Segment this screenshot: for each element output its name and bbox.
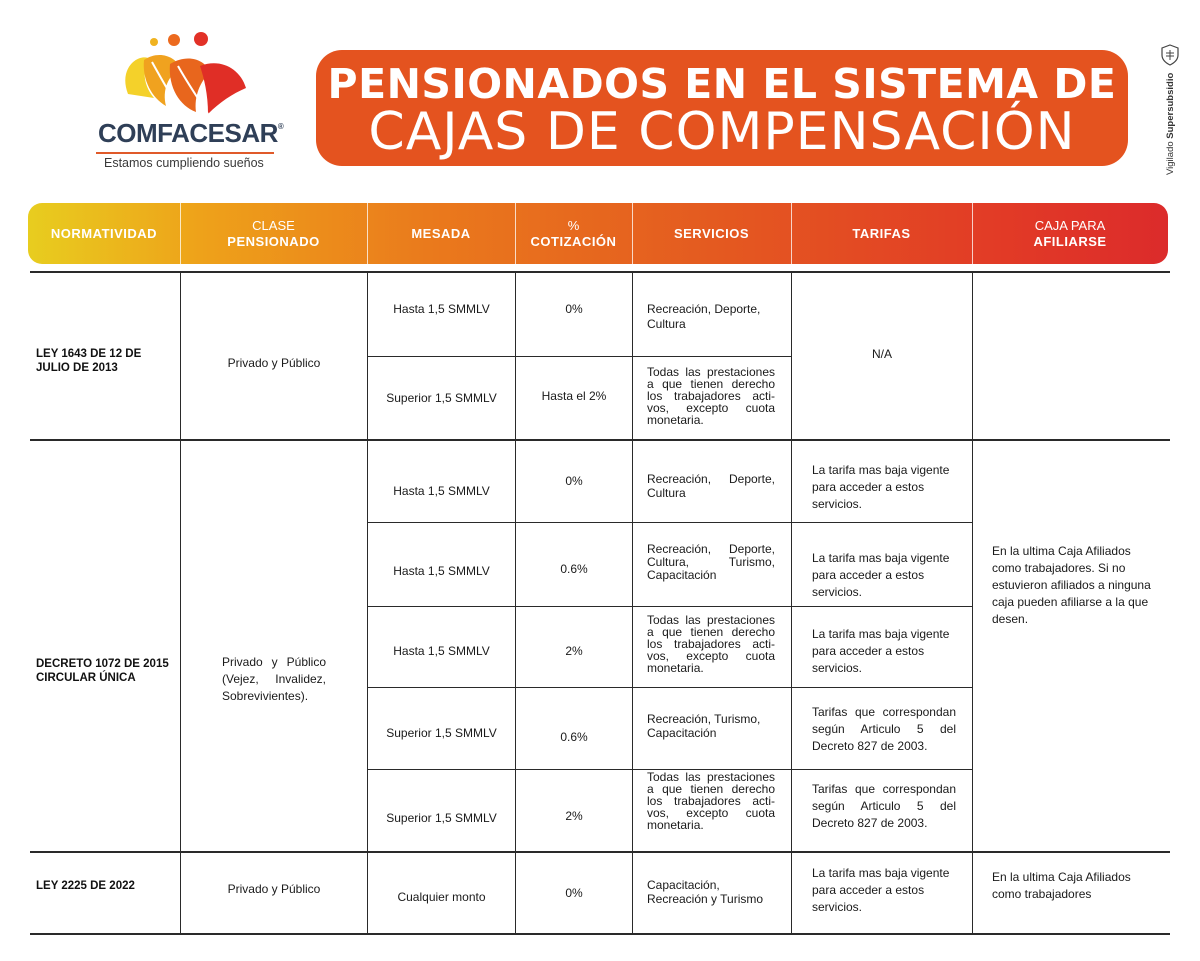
row-caja: En la ultima Caja Afiliados como trabajadores. Si no estuvieron afiliados a ninguna caja pueden afiliarse a la que desen. bbox=[992, 544, 1151, 626]
row-mesada: Cualquier monto bbox=[397, 890, 486, 904]
col-header-cotizacion-bottom: COTIZACIÓN bbox=[530, 233, 617, 249]
row-servicios: Recreación, Deporte, Cultura bbox=[647, 302, 761, 331]
row-cotizacion: 0% bbox=[565, 886, 583, 900]
shield-icon bbox=[1160, 44, 1180, 66]
comfacesar-logo bbox=[88, 28, 288, 178]
row-tarifa: La tarifa mas baja vigente para acceder a estos servicios. bbox=[812, 463, 950, 511]
row-tarifa: La tarifa mas baja vigente para acceder a estos servicios. bbox=[812, 627, 950, 675]
col-header-clase bbox=[180, 203, 367, 264]
col-header-servicios bbox=[632, 203, 791, 264]
col-header-mesada-label: MESADA bbox=[411, 225, 471, 241]
col-header-cotizacion bbox=[515, 203, 632, 264]
col-header-caja-bottom: AFILIARSE bbox=[1033, 233, 1107, 249]
col-header-clase-bottom: PENSIONADO bbox=[227, 233, 320, 249]
row-normatividad: LEY 2225 DE 2022 bbox=[36, 880, 135, 892]
row-servicios: Recreación, Turismo, Capacitación bbox=[647, 712, 761, 740]
row-clase: Privado y Público bbox=[227, 882, 321, 896]
row-mesada: Hasta 1,5 SMMLV bbox=[393, 564, 490, 578]
row-cotizacion: 2% bbox=[565, 644, 583, 658]
row-cotizacion: 0% bbox=[565, 474, 583, 488]
row-caja: En la ultima Caja Afiliados como trabajadores bbox=[992, 870, 1131, 901]
col-header-caja-top: CAJA PARA bbox=[1034, 217, 1106, 233]
row-cotizacion: 0% bbox=[565, 302, 583, 316]
brand-divider bbox=[96, 152, 274, 154]
row-cotizacion: 0.6% bbox=[560, 730, 588, 744]
col-header-clase-top: CLASE bbox=[252, 217, 295, 233]
brand-tagline: Estamos cumpliendo sueños bbox=[104, 156, 264, 170]
col-header-cotizacion-top: % bbox=[567, 217, 580, 233]
registered-mark: ® bbox=[277, 122, 284, 131]
brand-name-text: COMFACESAR bbox=[98, 118, 278, 148]
col-header-caja bbox=[972, 203, 1168, 264]
row-servicios: Recreación, Deporte, Cultura, Turismo, Capacitación bbox=[647, 542, 775, 582]
col-header-normatividad bbox=[28, 203, 180, 264]
row-mesada: Superior 1,5 SMMLV bbox=[386, 726, 497, 740]
row-tarifa: Tarifas que correspondan según Articulo 5 del Decreto 827 de 2003. bbox=[812, 782, 956, 830]
row-cotizacion: Hasta el 2% bbox=[541, 389, 607, 403]
vigilado-entity: Supersubsidio bbox=[1165, 72, 1176, 139]
col-header-normatividad-label: NORMATIVIDAD bbox=[50, 225, 158, 241]
row-servicios: Capacitación, Recreación y Turismo bbox=[647, 878, 764, 906]
row-normatividad: DECRETO 1072 DE 2015 CIRCULAR ÚNICA bbox=[36, 658, 169, 684]
row-clase: Privado y Público (Vejez, Invalidez, Sobrevivientes). bbox=[222, 655, 326, 703]
row-cotizacion: 0.6% bbox=[560, 562, 588, 576]
row-tarifa: N/A bbox=[871, 347, 892, 361]
row-servicios: Recreación, Deporte, Cultura bbox=[647, 472, 775, 500]
vigilado-prefix: Vigilado bbox=[1165, 141, 1176, 175]
row-mesada: Superior 1,5 SMMLV bbox=[386, 811, 497, 825]
page-title-line2: CAJAS DE COMPENSACIÓN bbox=[368, 102, 1076, 162]
page-title-line1: PENSIONADOS EN EL SISTEMA DE bbox=[327, 60, 1117, 108]
row-servicios: Todas las prestaciones a que tienen derecho los trabajadores acti-vos, excepto cuota monetaria. bbox=[647, 365, 775, 427]
row-tarifa: La tarifa mas baja vigente para acceder a estos servicios. bbox=[812, 866, 950, 914]
row-tarifa: La tarifa mas baja vigente para acceder a estos servicios. bbox=[812, 551, 950, 599]
row-normatividad: LEY 1643 DE 12 DE JULIO DE 2013 bbox=[36, 348, 142, 374]
row-mesada: Hasta 1,5 SMMLV bbox=[393, 644, 490, 658]
logo-emblem-icon bbox=[108, 28, 258, 120]
vigilado-label bbox=[1165, 73, 1176, 175]
row-clase: Privado y Público bbox=[227, 356, 321, 370]
row-mesada: Superior 1,5 SMMLV bbox=[386, 391, 497, 405]
row-servicios: Todas las prestaciones a que tienen derecho los trabajadores acti-vos, excepto cuota monetaria. bbox=[647, 770, 775, 832]
row-mesada: Hasta 1,5 SMMLV bbox=[393, 484, 490, 498]
col-header-mesada bbox=[367, 203, 515, 264]
col-header-tarifas-label: TARIFAS bbox=[852, 225, 911, 241]
row-servicios: Todas las prestaciones a que tienen derecho los trabajadores acti-vos, excepto cuota monetaria. bbox=[647, 613, 775, 675]
row-cotizacion: 2% bbox=[565, 809, 583, 823]
title-banner bbox=[316, 50, 1128, 166]
brand-name bbox=[98, 118, 283, 149]
row-tarifa: Tarifas que correspondan según Articulo 5 del Decreto 827 de 2003. bbox=[812, 705, 956, 753]
table-header bbox=[28, 203, 1168, 264]
col-header-tarifas bbox=[791, 203, 972, 264]
row-mesada: Hasta 1,5 SMMLV bbox=[393, 302, 490, 316]
col-header-servicios-label: SERVICIOS bbox=[673, 225, 750, 241]
